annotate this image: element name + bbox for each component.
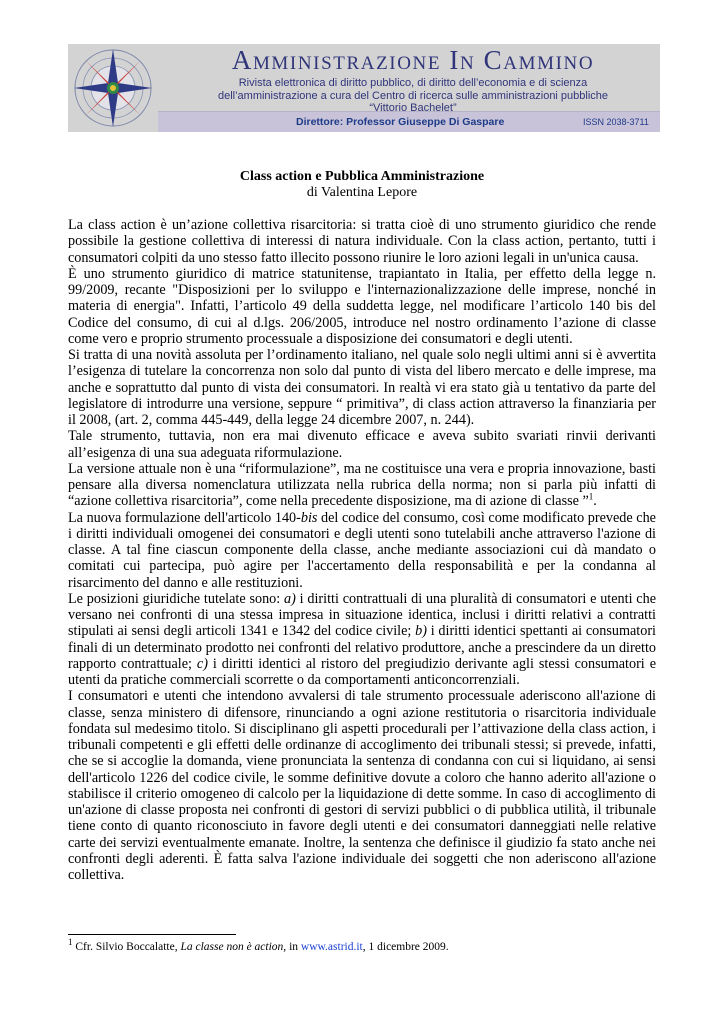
journal-issn: ISSN 2038-3711 — [583, 117, 649, 127]
journal-title: Amministrazione In Cammino — [231, 45, 595, 75]
compass-rose-logo-icon — [72, 47, 154, 129]
journal-director: Direttore: Professor Giuseppe Di Gaspare — [296, 116, 505, 128]
article-title: Class action e Pubblica Amministrazione — [239, 169, 485, 184]
paragraph-7-start: Le posizioni giuridiche tutelate sono: — [68, 590, 285, 607]
footnote-link[interactable]: www.astrid.it — [300, 941, 363, 953]
paragraph-2: È uno strumento giuridico di matrice statunitense, trapiantato in Italia, per effetto della legge n. 99/2009, recante "Disposizioni per lo sviluppo e l'internazionalizzazione delle imprese, nonché in materia di energia". Infatti, l’articolo 49 della suddetta legge, nel modificare l’articolo 140 bis del Codice del consumo, di cui al d.lgs. 206/2005, introduce nel nostro ordinamento l’azione di classe come vero e proprio strumento processuale a disposizione dei consumatori e degli utenti. — [68, 265, 656, 347]
paragraph-5 — [68, 461, 656, 510]
paragraph-7-item-b: b) — [415, 623, 427, 640]
paragraph-5-text: La versione attuale non è una “riformulazione”, ma ne costituisce una vera e propria innovazione, basti pensare alla diversa nomenclatura utilizzata nella rubrica della norma; non si parla più infatti di “azione collettiva risarcitoria”, come nella precedente disposizione, ma di azione di classe ” — [68, 460, 656, 510]
footnote-number: 1 — [68, 937, 73, 948]
article-author: di Valentina Lepore — [306, 185, 418, 200]
paragraph-8: I consumatori e utenti che intendono avvalersi di tale strumento processuale aderiscono all'azione di classe, senza ministero di difensore, rinunciando a ogni azione restitutoria o risarcitoria individuale fondata sul medesimo titolo. Si disciplinano gli aspetti procedurali per l’attivazione della class action, i tribunali competenti e gli effetti delle ordinanze di accoglimento dei tribunali stessi; si prevede, infatti, che se si accoglie la domanda, viene pronunciata la sentenza di condanna con cui si liquidano, ai sensi dell'articolo 1226 del codice civile, le somme definitive dovute a coloro che hanno aderito all'azione o stabilisce il criterio omogeneo di calcolo per la liquidazione di dette somme. In caso di accoglimento di un'azione di classe proposta nei confronti di gestori di servizi pubblici o di pubblica utilità, il tribunale tiene conto di quanto riconosciuto in favore degli utenti e dei consumatori danneggiati nelle relative carte dei servizi eventualmente emanate. Inoltre, la sentenza che definisce il giudizio fa stato anche nei confronti degli aderenti. È fatta salva l'azione individuale dei soggetti che non aderiscono all'azione collettiva. — [68, 688, 656, 883]
paragraph-7 — [68, 591, 656, 689]
paragraph-7-item-a: a) — [284, 590, 296, 607]
journal-subtitle-line2: dell’amministrazione a cura del Centro di ricerca sulle amministrazioni pubbliche — [217, 90, 609, 102]
footnote-cited-title: La classe non è action, — [180, 941, 287, 953]
footnote-reference[interactable]: 1 — [588, 491, 594, 502]
journal-subtitle-line3: “Vittorio Bachelet” — [369, 102, 457, 114]
article-body — [68, 217, 656, 883]
paragraph-6-bis: bis — [300, 509, 318, 526]
paragraph-7-part-c: i diritti identici al ristoro del pregiudizio derivante agli stessi consumatori e utenti da pratiche commerciali scorrette o da comportamenti anticoncorrenziali. — [68, 655, 656, 688]
journal-subtitle-line1: Rivista elettronica di diritto pubblico, di diritto dell’economia e di scienza — [238, 77, 588, 89]
paragraph-1: La class action è un’azione collettiva risarcitoria: si tratta cioè di uno strumento giuridico che rende possibile la gestione collettiva di interessi di natura individuale. Con la class action, pertanto, tutti i consumatori colpiti da uno stesso fatto illecito possono riunire le loro azioni legali in un'unica causa. — [68, 217, 656, 266]
paragraph-7-item-c: c) — [196, 655, 208, 672]
footnote-text-start: Cfr. Silvio Boccalatte, — [72, 941, 181, 953]
paragraph-6-rest: del codice del consumo, così come modificato prevede che i diritti individuali omogenei dei consumatori e degli utenti sono tutelabili anche attraverso l'azione di classe. A tal fine ciascun componente della classe, anche mediante associazioni cui dà mandato o comitati cui partecipa, può agire per l'accertamento della responsabilità e per la condanna al risarcimento del danno e alle restituzioni. — [68, 509, 656, 591]
footnote-text-mid: in — [286, 941, 301, 953]
paragraph-5-end: . — [593, 493, 597, 510]
paragraph-7-part-b: i diritti identici spettanti ai consumatori finali di un determinato prodotto nei confronti del relativo produttore, anche a prescindere da un diretto rapporto contrattuale; — [68, 623, 656, 672]
paragraph-6-start: La nuova formulazione dell'articolo 140- — [68, 509, 301, 526]
paragraph-4: Tale strumento, tuttavia, non era mai divenuto efficace e aveva subito svariati rinvii derivanti all’esigenza di una sua adeguata riformulazione. — [68, 428, 656, 461]
paragraph-6 — [68, 510, 656, 591]
header-banner — [68, 44, 660, 132]
footnote-text-end: , 1 dicembre 2009. — [362, 941, 449, 953]
footnote — [68, 937, 656, 954]
footnote-divider — [68, 934, 236, 935]
paragraph-3: Si tratta di una novità assoluta per l’ordinamento italiano, nel quale solo negli ultimi anni si è avvertita l’esigenza di tutelare la concorrenza non solo dal punto di vista del libero mercato e delle imprese, ma anche e soprattutto dal punto di vista dei consumatori. In realtà vi era stato già u tentativo da parte del legislatore di introdurre una versione, seppure “ primitiva”, di class action attraverso la finanziaria per il 2008, (art. 2, comma 445-449, della legge 24 dicembre 2007, n. 244). — [68, 347, 656, 428]
paragraph-7-part-a: i diritti contrattuali di una pluralità di consumatori e utenti che versano nei confronti di una stessa impresa in situazione identica, inclusi i diritti relativi a contratti stipulati ai sensi degli articoli 1341 e 1342 del codice civile; — [68, 590, 656, 640]
